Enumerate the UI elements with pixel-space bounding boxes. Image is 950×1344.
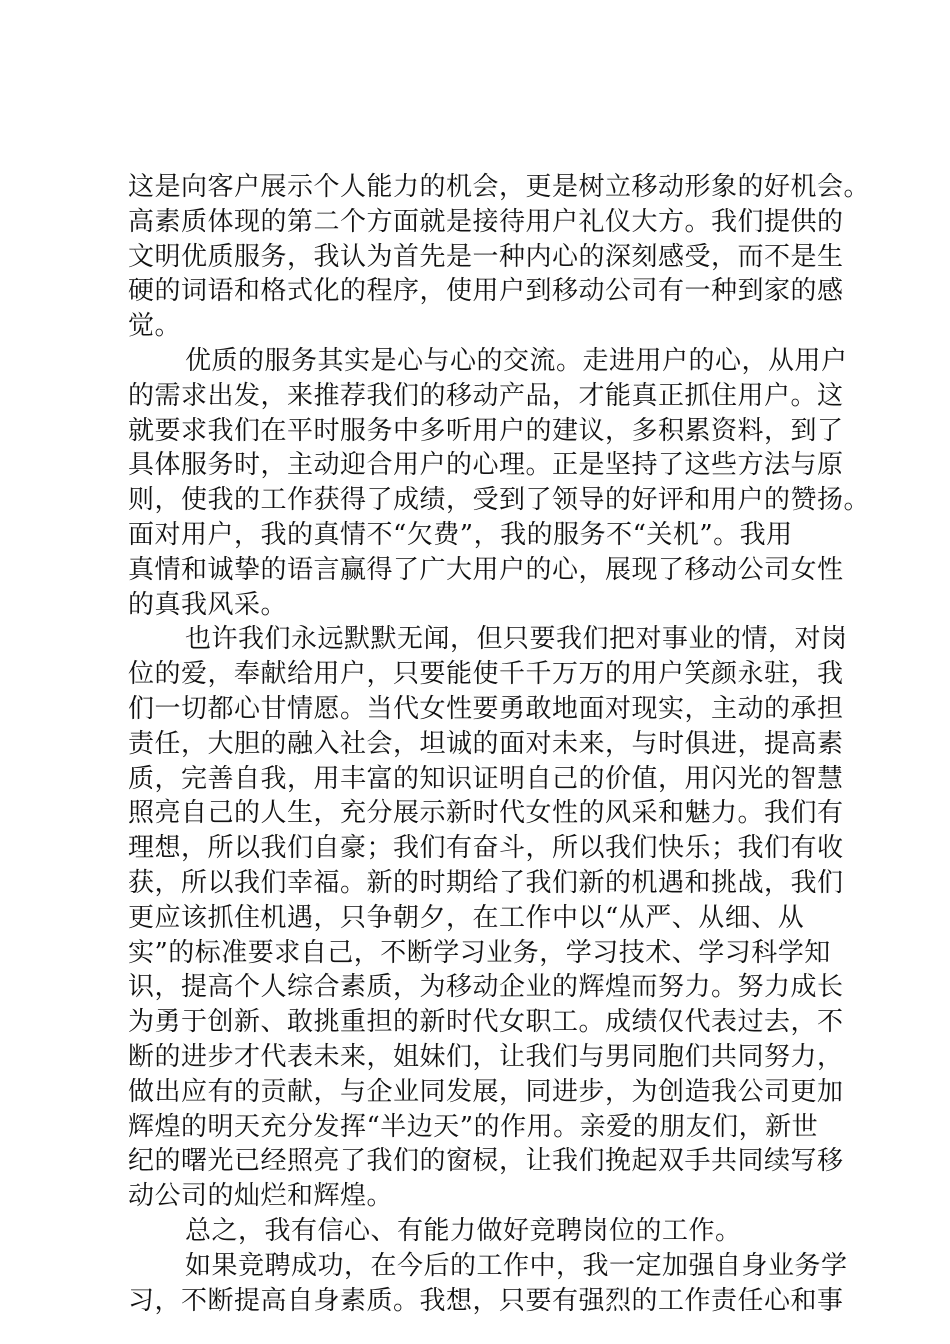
text-line: 们一切都心甘情愿。当代女性要勇敢地面对现实，主动的承担 — [128, 693, 844, 724]
paragraph-first-line: 也许我们永远默默无闻，但只要我们把对事业的情，对岗 — [185, 624, 848, 655]
text-line: 理想，所以我们自豪；我们有奋斗，所以我们快乐；我们有收 — [128, 833, 844, 864]
text-line: 纪的曙光已经照亮了我们的窗棂，让我们挽起双手共同续写移 — [128, 1146, 844, 1177]
paragraph-first-line: 总之，我有信心、有能力做好竞聘岗位的工作。 — [185, 1215, 742, 1246]
text-line: 面对用户，我的真情不“欠费”，我的服务不“关机”。我用 — [128, 519, 793, 550]
paragraph-first-line: 如果竞聘成功，在今后的工作中，我一定加强自身业务学 — [185, 1250, 848, 1281]
text-line: 就要求我们在平时服务中多听用户的建议，多积累资料，到了 — [128, 415, 844, 446]
text-line: 更应该抓住机遇，只争朝夕，在工作中以“从严、从细、从 — [128, 902, 805, 933]
text-line: 辉煌的明天充分发挥“半边天”的作用。亲爱的朋友们，新世 — [128, 1111, 819, 1142]
text-line: 做出应有的贡献，与企业同发展，同进步，为创造我公司更加 — [128, 1076, 844, 1107]
text-line: 照亮自己的人生，充分展示新时代女性的风采和魅力。我们有 — [128, 798, 844, 829]
text-line: 质，完善自我，用丰富的知识证明自己的价值，用闪光的智慧 — [128, 763, 844, 794]
text-line: 识，提高个人综合素质，为移动企业的辉煌而努力。努力成长 — [128, 972, 844, 1003]
text-line: 则，使我的工作获得了成绩，受到了领导的好评和用户的赞扬。 — [128, 485, 871, 516]
text-line: 文明优质服务，我认为首先是一种内心的深刻感受，而不是生 — [128, 241, 844, 272]
text-line: 的需求出发，来推荐我们的移动产品，才能真正抓住用户。这 — [128, 380, 844, 411]
text-line: 责任，大胆的融入社会，坦诚的面对未来，与时俱进，提高素 — [128, 728, 844, 759]
text-line: 具体服务时，主动迎合用户的心理。正是坚持了这些方法与原 — [128, 450, 844, 481]
text-line: 的真我风采。 — [128, 589, 288, 620]
text-line: 实”的标准要求自己，不断学习业务，学习技术、学习科学知 — [128, 937, 831, 968]
text-line: 觉。 — [128, 311, 182, 342]
text-line: 高素质体现的第二个方面就是接待用户礼仪大方。我们提供的 — [128, 206, 844, 237]
text-line: 习，不断提高自身素质。我想，只要有强烈的工作责任心和事 — [128, 1285, 844, 1316]
text-line: 为勇于创新、敢挑重担的新时代女职工。成绩仅代表过去，不 — [128, 1007, 844, 1038]
document-body — [128, 170, 871, 1318]
text-line: 动公司的灿烂和辉煌。 — [128, 1181, 394, 1212]
paragraph-first-line: 优质的服务其实是心与心的交流。走进用户的心，从用户 — [185, 345, 848, 376]
text-line: 位的爱，奉献给用户，只要能使千千万万的用户笑颜永驻，我 — [128, 659, 844, 690]
text-line: 硬的词语和格式化的程序，使用户到移动公司有一种到家的感 — [128, 276, 844, 307]
text-line: 这是向客户展示个人能力的机会，更是树立移动形象的好机会。 — [128, 172, 871, 202]
text-line: 真情和诚挚的语言赢得了广大用户的心，展现了移动公司女性 — [128, 554, 844, 585]
text-line: 断的进步才代表未来，姐妹们，让我们与男同胞们共同努力， — [128, 1041, 844, 1072]
text-line: 获，所以我们幸福。新的时期给了我们新的机遇和挑战，我们 — [128, 867, 844, 898]
